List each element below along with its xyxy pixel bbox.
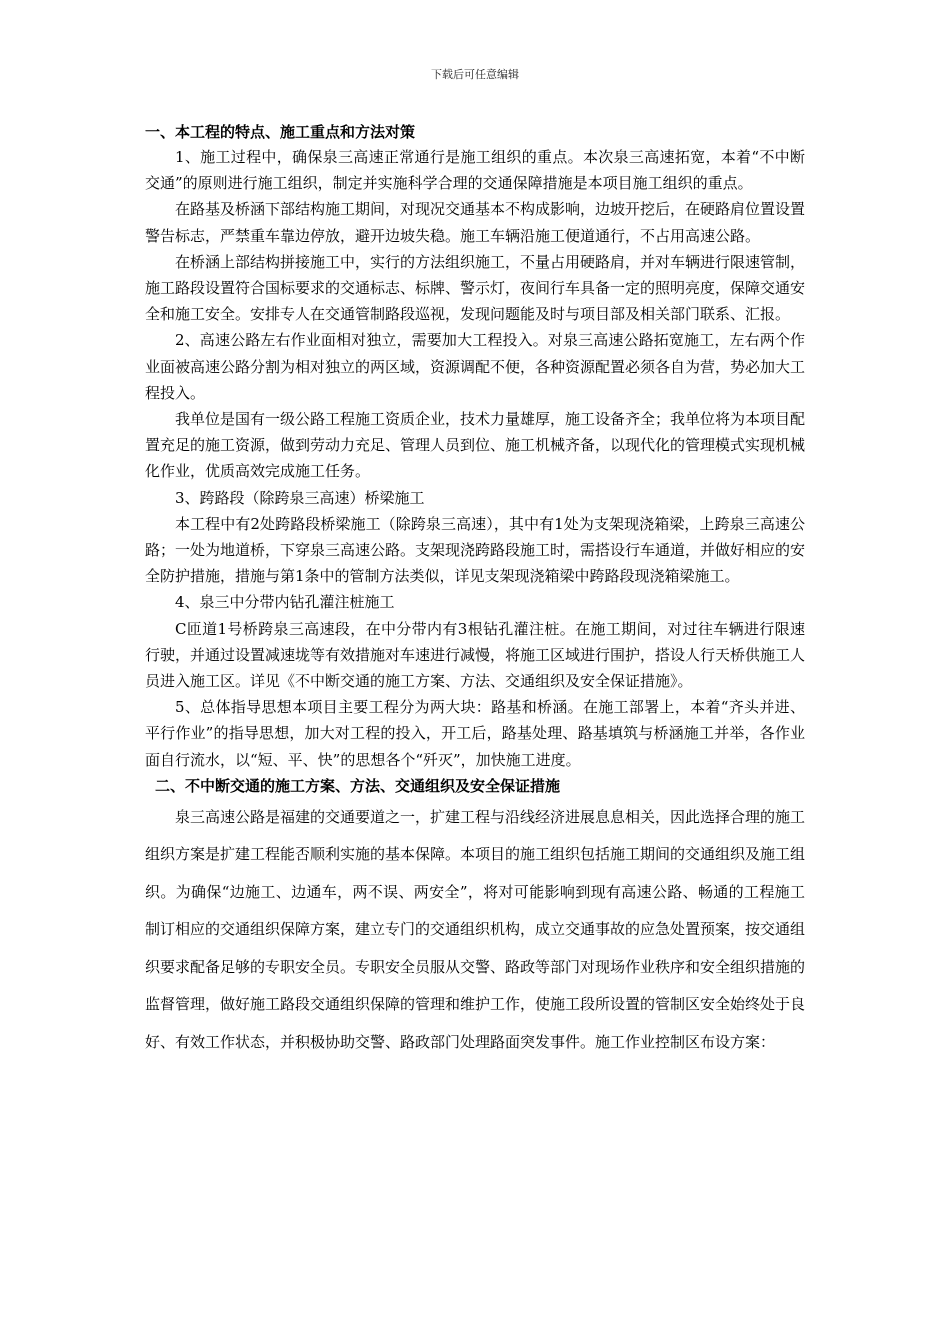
paragraph: 5、总体指导思想本项目主要工程分为两大块：路基和桥涵。在施工部署上，本着“齐头并进、平行作业”的指导思想，加大对工程的投入，开工后，路基处理、路基填筑与桥涵施工并举，各作业面自行流水，以“短、平、快”的思想各个“歼灭”，加快施工进度。 <box>145 698 805 769</box>
section-2-body <box>145 799 805 1062</box>
paragraph: 本工程中有2处跨路段桥梁施工（除跨泉三高速），其中有1处为支架现浇箱梁，上跨泉三高速公路；一处为地道桥，下穿泉三高速公路。支架现浇跨路段施工时，需搭设行车通道，并做好相应的安全防护措施，措施与第1条中的管制方法类似，详见支架现浇箱梁中跨路段现浇箱梁施工。 <box>145 514 806 586</box>
paragraph: 在路基及桥涵下部结构施工期间，对现况交通基本不构成影响，边坡开挖后，在硬路肩位置设置警告标志，严禁重车靠边停放，避开边坡失稳。施工车辆沿施工便道通行，不占用高速公路。 <box>145 200 806 245</box>
page-header: 下载后可任意编辑 <box>431 68 519 81</box>
paragraph: C匝道1号桥跨泉三高速段，在中分带内有3根钻孔灌注桩。在施工期间，对过往车辆进行限速行驶，并通过设置减速垅等有效措施对车速进行减慢，将施工区域进行围护，搭设人行天桥供施工人员进入施工区。详见《不中断交通的施工方案、方法、交通组织及安全保证措施》。 <box>145 619 806 691</box>
paragraph: 在桥涵上部结构拼接施工中，实行的方法组织施工，不量占用硬路肩，并对车辆进行限速管制，施工路段设置符合国标要求的交通标志、标牌、警示灯，夜间行车具备一定的照明亮度，保障交通安全和施工安全。安排专人在交通管制路段巡视，发现问题能及时与项目部及相关部门联系、汇报。 <box>145 252 806 324</box>
paragraph: 泉三高速公路是福建的交通要道之一，扩建工程与沿线经济进展息息相关，因此选择合理的施工组织方案是扩建工程能否顺利实施的基本保障。本项目的施工组织包括施工期间的交通组织及施工组织。为确保“边施工、边通车，两不误、两安全”，将对可能影响到现有高速公路、畅通的工程施工制订相应的交通组织保障方案，建立专门的交通组织机构，成立交通事故的应急处置预案，按交通组织要求配备足够的专职安全员。专职安全员服从交警、路政等部门对现场作业秩序和安全组织措施的监督管理，做好施工路段交通组织保障的管理和维护工作，使施工段所设置的管制区安全始终处于良好、有效工作状态，并积极协助交警、路政部门处理路面突发事件。施工作业控制区布设方案： <box>145 807 806 1051</box>
document-body <box>145 120 805 1061</box>
paragraph: 2、高速公路左右作业面相对独立，需要加大工程投入。对泉三高速公路拓宽施工，左右两个作业面被高速公路分割为相对独立的两区域，资源调配不便，各种资源配置必须各自为营，势必加大工程投入。 <box>145 331 806 402</box>
section-1-body <box>145 144 805 773</box>
paragraph: 1、施工过程中，确保泉三高速正常通行是施工组织的重点。本次泉三高速拓宽，本着“不中断交通”的原则进行施工组织，制定并实施科学合理的交通保障措施是本项目施工组织的重点。 <box>145 148 805 193</box>
section-1-title: 一、本工程的特点、施工重点和方法对策 <box>145 123 416 141</box>
paragraph: 我单位是国有一级公路工程施工资质企业，技术力量雄厚，施工设备齐全；我单位将为本项目配置充足的施工资源，做到劳动力充足、管理人员到位、施工机械齐备，以现代化的管理模式实现机械化作业，优质高效完成施工任务。 <box>145 410 806 481</box>
subheading: 4、泉三中分带内钻孔灌注桩施工 <box>175 593 395 612</box>
section-2-title: 二、不中断交通的施工方案、方法、交通组织及安全保证措施 <box>155 776 561 795</box>
subheading: 3、跨路段（除跨泉三高速）桥梁施工 <box>175 488 425 507</box>
